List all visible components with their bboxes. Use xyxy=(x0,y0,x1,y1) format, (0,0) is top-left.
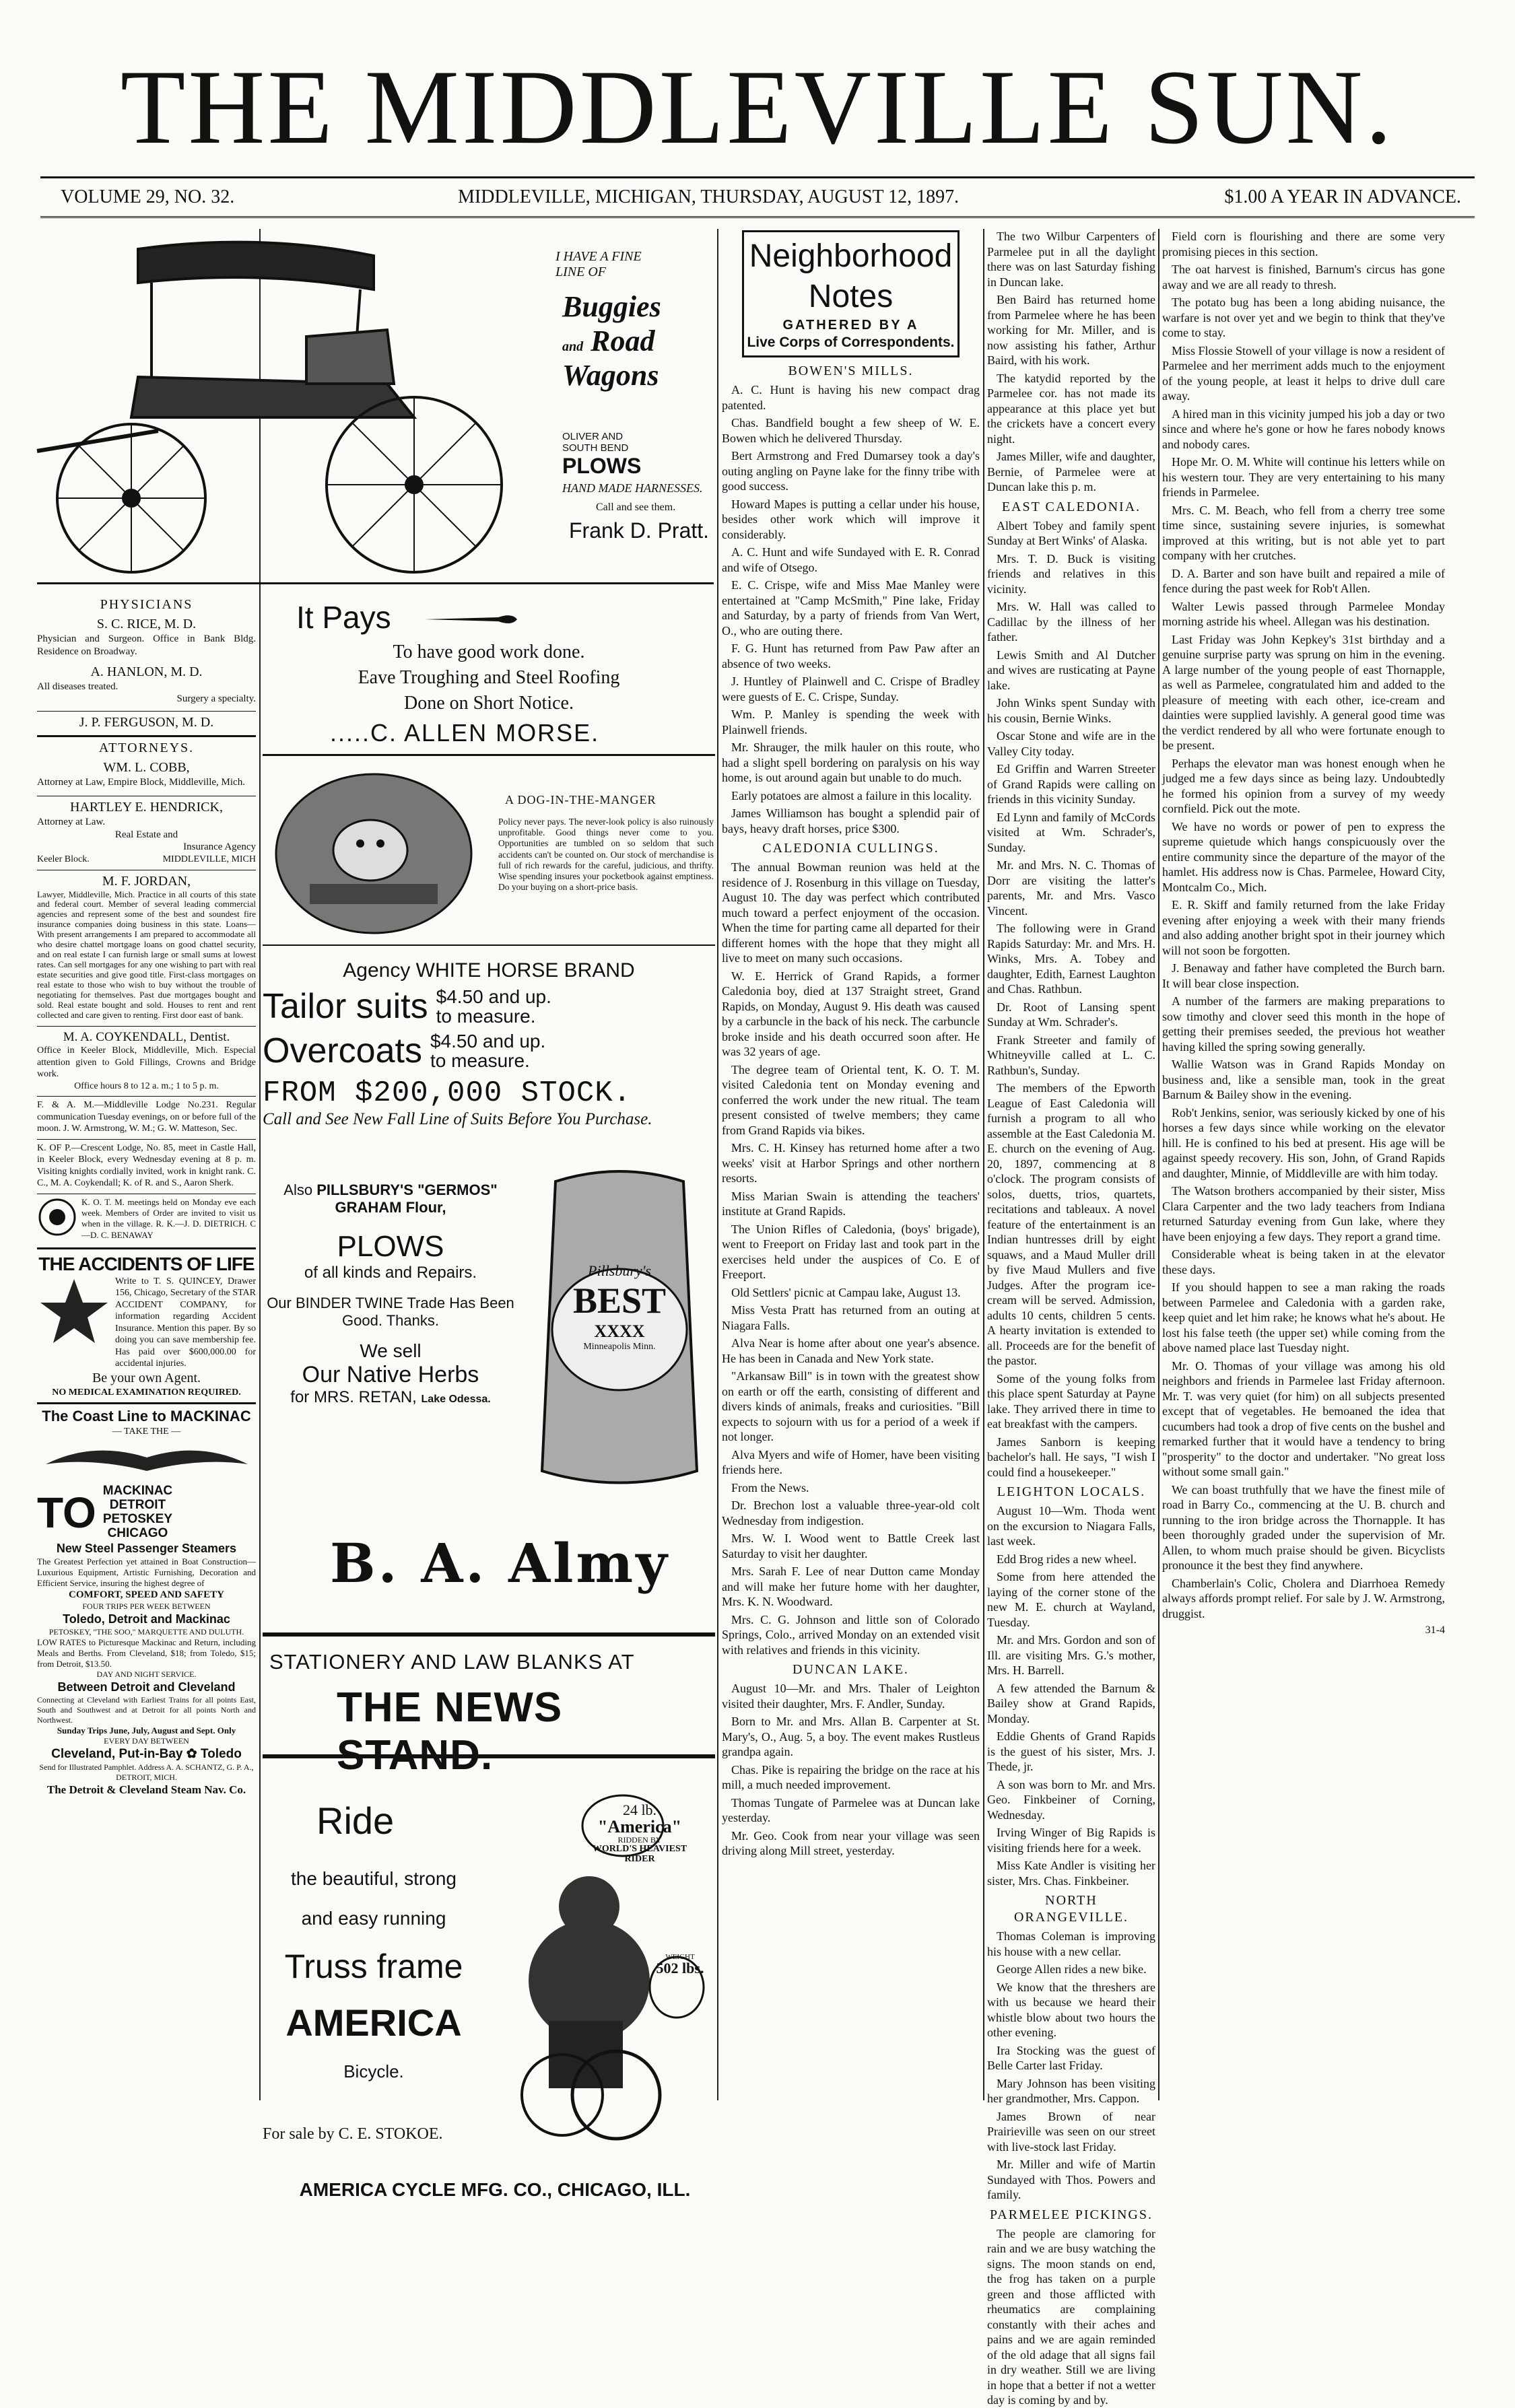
plows-heading: PLOWS xyxy=(562,454,642,478)
news-item: Mrs. W. Hall was called to Cadillac by the illness of her father. xyxy=(987,600,1155,644)
it-pays-heading: It Pays xyxy=(296,600,391,635)
news-item: Last Friday was John Kepkey's 31st birthday and a genuine surprise party was sprung on him in the evening. A large number of the young people of east Thornapple, as well as Parmelee, congratulated him and added to the pleasure of meeting with each other, ice-cream and dainties were supplied lavishly. A general good time was the verdict rendered by all who were fortunate enough to be present. xyxy=(1162,632,1445,752)
leighton-heading: LEIGHTON LOCALS. xyxy=(997,1484,1146,1499)
news-item: James Sanborn is keeping bachelor's hall. He says, "I wish I could find a housekeeper." xyxy=(987,1435,1155,1479)
caledonia-heading: CALEDONIA CULLINGS. xyxy=(762,841,939,856)
cobb-text: Attorney at Law, Empire Block, Middleville, Mich. xyxy=(37,777,245,788)
coykendall-text: Office in Keeler Block, Middleville, Mich. Especial attention given to Gold Fillings, Crowns and Bridge work. xyxy=(37,1045,256,1080)
to-word: TO xyxy=(37,1488,96,1538)
masonic-lodge-notice: F. & A. M.—Middleville Lodge No.231. Regular communication Tuesday evenings, on or before full of the moon. J. W. Armstrong, W. M.; G. W. Matteson, Sec. xyxy=(37,1096,256,1135)
flour-type: GRAHAM Flour, xyxy=(335,1199,446,1216)
news-item: Mrs. C. M. Beach, who fell from a cherry tree some time since, sustaining severe injuries, is somewhat improved at this writing, but is not able yet to part company with her crutches. xyxy=(1162,503,1445,562)
hendrick-text: Attorney at Law. xyxy=(37,816,106,827)
news-item: Alva Near is home after about one year's absence. He has been in Canada and New York state. xyxy=(722,1336,980,1365)
news-item: From the News. xyxy=(731,1480,809,1494)
news-item: Chamberlain's Colic, Cholera and Diarrhoea Remedy always affords prompt relief. For sale by J. W. Armstrong, druggist. xyxy=(1162,1576,1445,1620)
news-item: The Watson brothers accompanied by their sister, Miss Clara Carpenter and the two lady teachers from Indiana returned Saturday evening from Gun lake, where they have been enjoying a few days. They report a grand time. xyxy=(1162,1184,1445,1243)
we-sell: We sell xyxy=(360,1340,422,1361)
cleveland-line: Cleveland, Put-in-Bay ✿ Toledo xyxy=(51,1747,242,1761)
hendrick-name: HARTLEY E. HENDRICK, xyxy=(37,796,256,816)
notes-column-3 xyxy=(1162,229,1445,2107)
dest-mackinac: MACKINAC xyxy=(102,1484,173,1499)
news-item: Frank Streeter and family of Whitneyville called at L. C. Rathbun's, Sunday. xyxy=(987,1033,1155,1077)
subscription-price: $1.00 A YEAR IN ADVANCE. xyxy=(1224,186,1461,207)
badge-ridden: RIDDEN BY xyxy=(617,1835,662,1845)
news-item: The katydid reported by the Parmelee cor. has not made its appearance at this place yet but the crickets have a concert every night. xyxy=(987,371,1155,446)
dest-petoskey: PETOSKEY xyxy=(102,1512,172,1527)
news-item: Albert Tobey and family spent Sunday at Bert Winks' of Alaska. xyxy=(987,518,1155,547)
news-item: We know that the threshers are with us because we heard their whistle blow about two hours the other evening. xyxy=(987,1980,1155,2039)
news-item: Mary Johnson has been visiting her grandmother, Mrs. Cappon. xyxy=(987,2076,1155,2105)
kop-lodge-notice: K. OF P.—Crescent Lodge, No. 85, meet in Castle Hall, in Keeler Block, every Wednesday evening at 8 p. m. Visiting knights cordially invited, work in knight rank. C. C., M. A. Coykendall; K. of R. and S., Aaron Sherk. xyxy=(37,1139,256,1190)
news-item: Miss Flossie Stowell of your village is now a resident of Parmelee and her merriment adds much to the enjoyment of the young people, at least it helps to drive dull care away. xyxy=(1162,343,1445,403)
news-item: The potato bug has been a long abiding nuisance, the warfare is not over yet and we begin to think that they've come to stay. xyxy=(1162,296,1445,339)
dateline xyxy=(40,176,1475,218)
hanlon-name: A. HANLON, M. D. xyxy=(90,664,203,679)
column-rule xyxy=(1158,229,1159,2100)
wagons-heading: Wagons xyxy=(562,359,659,392)
dog-manger-illustration xyxy=(269,769,478,938)
ads-column xyxy=(263,592,715,2200)
pamphlet-line: Send for Illustrated Pamphlet. Address A. A. SCHANTZ, G. P. A., DETROIT, MICH. xyxy=(39,1762,254,1782)
badge-name: "America" xyxy=(597,1817,682,1837)
news-item: James Miller, wife and daughter, Bernie, of Parmelee were at Duncan lake this p. m. xyxy=(987,450,1155,493)
buggies-heading: Buggies xyxy=(562,290,661,323)
hendrick-text3: Insurance Agency xyxy=(183,841,256,853)
business-directory xyxy=(37,592,256,2114)
news-stand-line: THE NEWS STAND. xyxy=(337,1684,563,1779)
almy-name: B. A. Almy xyxy=(330,1532,670,1595)
coykendall-name: M. A. COYKENDALL, Dentist. xyxy=(37,1026,256,1045)
news-item: "Arkansaw Bill" is in town with the greatest show on earth or off the earth, consisting of different and divers kinds of animals, freaks and curiosities. "Bill expects to sojourn with us for a period of a week if not longer. xyxy=(722,1369,980,1444)
stationery-ad xyxy=(263,1637,715,1779)
news-item: Hope Mr. O. M. White will continue his letters while on his western tour. They are very entertaining to his many friends in Parmelee. xyxy=(1162,455,1445,499)
lake-odessa: Lake Odessa. xyxy=(421,1394,491,1405)
buggy-illustration xyxy=(37,229,542,579)
notes-column-2 xyxy=(987,229,1155,2407)
news-item: Some of the young folks from this place spent Saturday at Payne lake. They arrived there in time to eat breakfast with the campers. xyxy=(987,1371,1155,1431)
overcoats-sub: to measure. xyxy=(430,1050,530,1071)
news-item: Howard Mapes is putting a cellar under his house, besides other work which will improve it considerably. xyxy=(722,497,980,541)
between-text: Connecting at Cleveland with Earliest Trains for all points East, South and Southwest and at Detroit for all points North and Northwest. xyxy=(37,1694,256,1725)
star-emblem-icon xyxy=(37,1276,111,1350)
accidents-title: THE ACCIDENTS OF LIFE xyxy=(38,1253,255,1274)
duncan-items xyxy=(722,1681,980,1859)
dog-ad xyxy=(263,769,715,946)
news-item: Dr. Root of Lansing spent Sunday at Wm. Schrader's. xyxy=(987,1000,1155,1029)
news-item: Walter Lewis passed through Parmelee Monday morning astride his wheel. Allegan was his destination. xyxy=(1162,599,1445,628)
place-date: MIDDLEVILLE, MICHIGAN, THURSDAY, AUGUST 12, 1897. xyxy=(458,186,960,207)
plows-heading-almy: PLOWS xyxy=(337,1230,444,1263)
retan-line: for MRS. RETAN, xyxy=(290,1388,417,1406)
news-item: James Williamson has bought a splendid pair of bays, heavy draft horses, price $300. xyxy=(722,806,980,835)
steamers-line: New Steel Passenger Steamers xyxy=(56,1542,237,1555)
news-item: The two Wilbur Carpenters of Parmelee put in all the daylight there was on last Saturday fishing in Duncan lake. xyxy=(987,230,1155,289)
news-item: Chas. Bandfield bought a few sheep of W. E. Bowen which he delivered Thursday. xyxy=(722,416,980,445)
news-item: A number of the farmers are making preparations to sow timothy and clover seed this month in the hope of getting their premises seeded, the previous hot weather having killed the spring sowing generally. xyxy=(1162,994,1445,1054)
news-item: Irving Winger of Big Rapids is visiting friends here for a week. xyxy=(987,1826,1155,1855)
news-item: Miss Vesta Pratt has returned from an outing at Niagara Falls. xyxy=(722,1303,980,1332)
binder-twine-line: Our BINDER TWINE Trade Has Been Good. Thanks. xyxy=(267,1295,514,1329)
accidents-agent-line: Be your own Agent. xyxy=(92,1370,201,1385)
stationery-line1: STATIONERY AND LAW BLANKS AT xyxy=(269,1650,635,1674)
morse-line1: To have good work done. xyxy=(393,642,585,662)
divider xyxy=(37,582,714,584)
duncan-heading: DUNCAN LAKE. xyxy=(793,1662,909,1678)
harness-line: HAND MADE HARNESSES. xyxy=(562,481,703,495)
every-day-line: EVERY DAY BETWEEN xyxy=(104,1736,189,1746)
east-caledonia-items xyxy=(987,518,1155,1480)
mackinac-take: — TAKE THE — xyxy=(112,1426,181,1437)
overcoats-price: $4.50 and up. xyxy=(430,1030,546,1052)
badge-weight: 24 lb. xyxy=(622,1801,657,1818)
badge-heaviest: WORLD'S HEAVIEST RIDER xyxy=(592,1843,687,1864)
news-item: James Brown of near Prairieville was seen on our street with live-stock last Friday. xyxy=(987,2109,1155,2154)
news-item: A hired man in this vicinity jumped his job a day or two since and where he's gone or how he fares nobody knows and nobody cares. xyxy=(1162,407,1445,451)
news-item: D. A. Barter and son have built and repaired a mile of fence during the past week for Rob't Allen. xyxy=(1162,566,1445,595)
bicycle-ad xyxy=(263,1758,715,2230)
sack-brand: Pillsbury's xyxy=(588,1262,651,1279)
call-purchase-line: Call and See New Fall Line of Suits Before You Purchase. xyxy=(263,1110,652,1128)
news-item: The degree team of Oriental tent, K. O. T. M. visited Caledonia tent on Monday evening and conferred the work under the new ritual. The team present consisted of twelve members; they came from Grand Rapids via bikes. xyxy=(722,1062,980,1137)
news-item: Thomas Coleman is improving his house with a new cellar. xyxy=(987,1929,1155,1958)
news-item: F. G. Hunt has returned from Paw Paw after an absence of two weeks. xyxy=(722,642,980,670)
news-item: Mr. and Mrs. N. C. Thomas of Dorr are visiting the latter's parents, Mr. and Mrs. Vasco Vincent. xyxy=(987,858,1155,918)
news-item: E. C. Crispe, wife and Miss Mae Manley were entertained at "Camp McSmith," Pine lake, Friday and Saturday, by a party of friends from Van Wert, O., who are outing there. xyxy=(722,578,980,638)
news-item: Eddie Ghents of Grand Rapids is the guest of his sister, Mrs. J. Thede, jr. xyxy=(987,1729,1155,1773)
caledonia-items xyxy=(722,860,980,1657)
rice-name: S. C. RICE, M. D. xyxy=(96,617,197,631)
accidents-ad xyxy=(37,1247,256,1399)
route-line: Toledo, Detroit and Mackinac xyxy=(63,1612,230,1626)
dog-ad-text: Policy never pays. The never-look policy is also ruinously unprofitable. Good things never come to you. Opportunities are tumbled on so seldom that such accidents can't be counted on. Our stock of merchandise is full of rich rewards for the careful, judicious, and thrifty. Wise spending insures your pocketbook against emptiness. Do your buying on a short-price basis. xyxy=(498,817,714,893)
hanlon-specialty: Surgery a specialty. xyxy=(176,693,256,705)
dest-chicago: CHICAGO xyxy=(107,1526,168,1541)
agency-line: Agency WHITE HORSE BRAND xyxy=(343,959,635,982)
news-item: Old Settlers' picnic at Campau lake, August 13. xyxy=(731,1285,961,1299)
almy-ad xyxy=(263,959,715,1637)
news-item: Ben Baird has returned home from Parmelee where he has been working for Mr. Miller, and is now assisting his father, Arthur Baird, with his work. xyxy=(987,293,1155,367)
news-item: A. C. Hunt and wife Sundayed with E. R. Conrad and wife of Otsego. xyxy=(722,545,980,574)
news-item: The people are clamoring for rain and we are busy watching the signs. The moon stands on end, the frog has taken on a purple green and those afflicted with rheumatics are complaining constantly with their aches and pains and we are again reminded of the old adage that all signs fail in dry weather. Still we are living in hope that a better if not a wetter day is coming by and by. xyxy=(987,2226,1155,2407)
news-item: Some from here attended the laying of the corner stone of the new M. E. church at Wayland, Tuesday. xyxy=(987,1570,1155,1629)
stokoe-line: For sale by C. E. STOKOE. xyxy=(263,2125,443,2143)
trips-line: FOUR TRIPS PER WEEK BETWEEN xyxy=(82,1602,211,1611)
sunday-line: Sunday Trips June, July, August and Sept. Only xyxy=(57,1725,236,1735)
news-item: Mr. and Mrs. Gordon and son of Ill. are visiting Mrs. G.'s mother, Mrs. H. Barrell. xyxy=(987,1633,1155,1677)
news-item: John Winks spent Sunday with his cousin, Bernie Winks. xyxy=(987,696,1155,725)
rice-text: Physician and Surgeon. Office in Bank Bldg. Residence on Broadway. xyxy=(37,633,256,657)
news-item: Wallie Watson was in Grand Rapids Monday on business and, like a sensible man, took in the great Barnum & Bailey show in the evening. xyxy=(1162,1058,1445,1101)
east-caledonia-heading: EAST CALEDONIA. xyxy=(1001,499,1141,514)
morse-ad xyxy=(263,592,715,756)
duncan-continued-items xyxy=(987,229,1155,495)
bicycle-line2: and easy running xyxy=(301,1907,446,1929)
news-item: Mrs. T. D. Buck is visiting friends and relatives in this vicinity. xyxy=(987,551,1155,596)
bowens-items xyxy=(722,382,980,836)
bicycle-line1: the beautiful, strong xyxy=(291,1868,457,1889)
news-item: Edd Brog rides a new wheel. xyxy=(997,1552,1137,1566)
news-item: Wm. P. Manley is spending the week with Plainwell friends. xyxy=(722,708,980,736)
overcoats-heading: Overcoats xyxy=(263,1031,422,1070)
news-item: Rob't Jenkins, senior, was seriously kicked by one of his horses a few days since while working on the elevator hill. He is confined to his bed at present. His age will be against speedy recovery. His son, John, of Grand Rapids and daughter, Minnie, of Middleville are with him today. xyxy=(1162,1105,1445,1180)
news-item: George Allen rides a new bike. xyxy=(997,1962,1147,1976)
plows-makers: OLIVER AND SOUTH BEND xyxy=(562,431,629,454)
ferguson-name: J. P. FERGUSON, M. D. xyxy=(37,711,256,731)
truss-frame-heading: Truss frame xyxy=(284,1948,463,1985)
sack-xxxx: XXXX xyxy=(594,1321,645,1341)
also-word: Also xyxy=(283,1181,313,1198)
dog-ad-title: A DOG-IN-THE-MANGER xyxy=(505,793,656,806)
news-item: Bert Armstrong and Fred Dumarsey took a day's outing angling on Payne lake for the finny tribe with good success. xyxy=(722,449,980,493)
morse-line2: Eave Troughing and Steel Roofing xyxy=(358,666,620,688)
notes-title: Neighborhood Notes xyxy=(749,238,953,314)
newspaper-title: THE MIDDLEVILLE SUN. xyxy=(120,48,1395,166)
cycle-company: AMERICA CYCLE MFG. CO., CHICAGO, ILL. xyxy=(299,2179,691,2200)
native-herbs: Our Native Herbs xyxy=(302,1362,479,1387)
mackinac-headline: The Coast Line to MACKINAC xyxy=(42,1408,251,1425)
notes-column-1 xyxy=(722,229,980,2107)
masthead xyxy=(40,40,1475,175)
pointing-hand-icon xyxy=(424,609,518,629)
news-item: Ed Lynn and family of McCords visited at Wm. Schrader's, Sunday. xyxy=(987,810,1155,854)
news-item: Born to Mr. and Mrs. Allan B. Carpenter at St. Mary's, O., Aug. 5, a boy. The event makes Rustleus grandpa again. xyxy=(722,1715,980,1759)
news-item: Mr. Shrauger, the milk hauler on this route, who had a slight spell bordering on paralysis on his way home, is out around again but unable to do much. xyxy=(722,741,980,785)
sack-best: BEST xyxy=(572,1280,667,1321)
bowens-heading: BOWEN'S MILLS. xyxy=(788,364,914,379)
news-item: Lewis Smith and Al Dutcher and wives are rusticating at Payne lake. xyxy=(987,648,1155,692)
news-item: We have no words or power of pen to express the supreme quietude which hangs conspicuously over the entire community since the departure of the mayor of the hamlet. His address now is Chas. Parmelee, Howard City, Montcalm Co., Mich. xyxy=(1162,819,1445,894)
hendrick-town: MIDDLEVILLE, MICH xyxy=(162,854,256,864)
route-sub: PETOSKEY, "THE SOO," MARQUETTE AND DULUTH. xyxy=(48,1626,244,1637)
parmelee-items xyxy=(987,2226,1155,2408)
leighton-items xyxy=(987,1503,1155,1888)
column-rule xyxy=(983,229,984,2100)
news-item: Field corn is flourishing and there are some very promising pieces in this section. xyxy=(1162,230,1445,259)
news-item: Mrs. W. I. Wood went to Battle Creek last Saturday to visit her daughter. xyxy=(722,1532,980,1560)
parmelee-continued-items xyxy=(1162,229,1445,1621)
neighborhood-notes-header xyxy=(742,230,960,357)
buggy-intro-line1: I HAVE A FINE xyxy=(556,249,642,264)
kotm-notice: K. O. T. M. meetings held on Monday eve each week. Members of Order are invited to visit us when in the village. R. K.—J. D. DIETRICH. C—D. C. BENAWAY xyxy=(81,1196,256,1240)
news-item: Perhaps the elevator man was honest enough when he judged me a few days since as being lazy. Undoubtedly he formed his opinion from a survey of my weedy cornfield. Pick out the mote. xyxy=(1162,756,1445,815)
accidents-text: Write to T. S. QUINCEY, Drawer 156, Chicago, Secretary of the STAR ACCIDENT COMPANY, for information regarding Accident Insurance. Mention this paper. By so doing you can save membership fee. Has paid over $600,000.00 for accidental injuries. xyxy=(115,1276,256,1369)
north-orangeville-heading: NORTH ORANGEVILLE. xyxy=(1013,1893,1129,1925)
parmelee-heading: PARMELEE PICKINGS. xyxy=(990,2207,1153,2222)
eagle-emblem-icon xyxy=(39,1437,255,1484)
navigation-company: The Detroit & Cleveland Steam Nav. Co. xyxy=(46,1783,246,1796)
america-heading: AMERICA xyxy=(285,2001,462,2044)
ad-code: 31-4 xyxy=(1425,1624,1445,1636)
accidents-footer: NO MEDICAL EXAMINATION REQUIRED. xyxy=(52,1387,241,1398)
news-item: A few attended the Barnum & Bailey show at Grand Rapids, Monday. xyxy=(987,1681,1155,1725)
badge-weight-value: 502 lbs. xyxy=(656,1960,704,1976)
flour-brand: PILLSBURY'S "GERMOS" xyxy=(316,1181,498,1198)
news-item: E. R. Skiff and family returned from the lake Friday evening after enjoying a week with their many friends and also adding another bright spot in their journey which will not soon be forgotten. xyxy=(1162,898,1445,957)
comfort-line: COMFORT, SPEED AND SAFETY xyxy=(69,1589,224,1601)
news-item: Early potatoes are almost a failure in this locality. xyxy=(731,788,972,802)
news-item: August 10—Wm. Thoda went on the excursion to Niagara Falls, last week. xyxy=(987,1504,1155,1548)
morse-line3: Done on Short Notice. xyxy=(404,692,574,714)
morse-name: .....C. ALLEN MORSE. xyxy=(330,719,600,747)
tailor-sub: to measure. xyxy=(436,1006,536,1027)
news-item: Miss Kate Andler is visiting her sister, Mrs. Chas. Finkbeiner. xyxy=(987,1859,1155,1888)
bicycle-word: Bicycle. xyxy=(343,2061,404,2082)
news-item: August 10—Mr. and Mrs. Thaler of Leighton visited their daughter, Mrs. F. Andler, Sunday. xyxy=(722,1682,980,1711)
column-rule xyxy=(717,229,718,2100)
news-item: Thomas Tungate of Parmelee was at Duncan lake yesterday. xyxy=(722,1795,980,1825)
jordan-name: M. F. JORDAN, xyxy=(37,870,256,890)
news-item: Considerable wheat is being taken in at the elevator these days. xyxy=(1162,1247,1445,1276)
hendrick-block: Keeler Block. xyxy=(37,854,90,864)
road-heading: Road xyxy=(591,324,655,357)
news-item: Mr. O. Thomas of your village was among his old neighbors and friends in Parmelee last Friday afternoon. Mr. T. was very quiet (for him) on all subjects presented except that of vegetables. He bemoaned the idea that cucumbers had took a drop of five cents on the bushel and remarked further that it would have a tendency to bring "prosperity" to the doctor and undertaker. "No great loss without some small gain." xyxy=(1162,1358,1445,1478)
news-item: J. Huntley of Plainwell and C. Crispe of Bradley were guests of E. C. Crispe, Sunday. xyxy=(722,675,980,703)
buggy-intro-line2: LINE OF xyxy=(556,265,606,279)
between-line: Between Detroit and Cleveland xyxy=(57,1680,236,1694)
news-item: Ed Griffin and Warren Streeter of Grand Rapids were calling on friends in this vicinity Sunday. xyxy=(987,762,1155,806)
news-item: The following were in Grand Rapids Saturday: Mr. and Mrs. H. Winks, Mrs. A. Tobey and daughter, Edith, Earnest Laughton and Chas. Rathbun. xyxy=(987,922,1155,996)
stock-line: FROM $200,000 STOCK. xyxy=(263,1076,632,1110)
cobb-name: WM. L. COBB, xyxy=(103,760,190,775)
news-item: If you should happen to see a man raking the roads between Parmelee and Caledonia with a garden rake, keep quiet and let him rake; he knows what he's about. He lost his false teeth (the upper set) while coming from the above named place last Tuesday night. xyxy=(1162,1280,1445,1354)
news-item: Miss Marian Swain is attending the teachers' institute at Grand Rapids. xyxy=(722,1189,980,1218)
news-item: Oscar Stone and wife are in the Valley City today. xyxy=(987,729,1155,758)
news-item: Mrs. Sarah F. Lee of near Dutton came Monday and will make her future home with her daughter, Mrs. K. N. Woodward. xyxy=(722,1564,980,1609)
news-item: J. Benaway and father have completed the Burch barn. It will bear close inspection. xyxy=(1162,961,1445,990)
tailor-price: $4.50 and up. xyxy=(436,986,551,1007)
jordan-text: Lawyer, Middleville, Mich. Practice in all courts of this state and federal court. Member of several leading commercial agencies and represent some of the best and soundest fire insurance companies doing business in this state. Loans—With present arrangements I am prepared to accommodate all who desire chattel mortgage loans on good chattel security, and on real estate I can furnish large or small sums at lowest rates. Can sell mortgages for any one wishing to part with real estate securities and give good title. First-class mortgages on real estate to those who wish to buy without the trouble of negotiating for themselves. Past due mortgages bought and sold. Real estate bought and sold. Houses to rent and rent collected and care given to renting. First door east of bank. xyxy=(37,889,256,1020)
news-item: Mr. Geo. Cook from near your village was seen driving along Mill street, yesterday. xyxy=(722,1828,980,1858)
sack-city: Minneapolis Minn. xyxy=(583,1342,656,1352)
rates-text: LOW RATES to Picturesque Mackinac and Return, including Meals and Berths. From Cleveland, $18; from Toledo, $15; from Detroit, $13.50. xyxy=(37,1637,256,1669)
tailor-suits-heading: Tailor suits xyxy=(263,987,428,1026)
news-item: Ira Stocking was the guest of Belle Carter last Friday. xyxy=(987,2043,1155,2072)
physicians-heading: PHYSICIANS xyxy=(100,597,193,612)
buggy-dealer-name: Frank D. Pratt. xyxy=(569,518,710,543)
hanlon-text: All diseases treated. xyxy=(37,681,119,692)
north-orangeville-items xyxy=(987,1929,1155,2203)
day-night-line: DAY AND NIGHT SERVICE. xyxy=(96,1670,197,1680)
coykendall-hours: Office hours 8 to 12 a. m.; 1 to 5 p. m. xyxy=(74,1080,219,1091)
plows-sub: of all kinds and Repairs. xyxy=(304,1264,477,1282)
news-item: W. E. Herrick of Grand Rapids, a former Caledonia boy, died at 137 Straight street, Grand Rapids, on Monday, August 9. His death was caused by a carbuncle in the back of his neck. The carbuncle broke inside and his death occurred soon after. He was 32 years of age. xyxy=(722,969,980,1059)
dest-detroit: DETROIT xyxy=(109,1498,166,1513)
news-item: The Union Rifles of Caledonia, (boys' brigade), went to Freeport on Friday last and took part in the exercises held under the auspices of Co. E of Freeport. xyxy=(722,1222,980,1282)
ride-heading: Ride xyxy=(316,1799,395,1842)
notes-sub1: GATHERED BY A xyxy=(782,318,919,333)
news-item: Mrs. C. H. Kinsey has returned home after a two weeks' visit at Harbor Springs and other northern resorts. xyxy=(722,1141,980,1185)
news-item: The annual Bowman reunion was held at the residence of J. Rosenburg in this village on Tuesday, August 10. The day was perfect which contributed much toward a perfect enjoyment of the occasion. When the time for parting came all departed for their different homes with the hope that they might all live to meet on many such occasions. xyxy=(722,860,980,965)
news-item: Mr. Miller and wife of Martin Sundayed with Thos. Powers and family. xyxy=(987,2158,1155,2201)
notes-sub2: Live Corps of Correspondents. xyxy=(747,335,955,350)
attorneys-heading: ATTORNEYS. xyxy=(37,735,256,757)
news-item: Chas. Pike is repairing the bridge on the race at his mill, a much needed improvement. xyxy=(722,1762,980,1792)
steamers-text: The Greatest Perfection yet attained in Boat Construction—Luxurious Equipment, Artistic Furnishing, Decoration and Efficient Service, insuring the highest degree of xyxy=(37,1556,256,1588)
hendrick-text2: Real Estate and xyxy=(114,829,178,840)
news-item: Dr. Brechon lost a valuable three-year-old colt Wednesday from indigestion. xyxy=(722,1499,980,1527)
news-item: We can boast truthfully that we have the finest mile of road in Barry Co., commencing at the U. B. church and running to the iron bridge across the Thornapple. It has been thoroughly graded under the supervision of Mr. Allen, to whom much praise should be given. Bicyclists pronounce it the best they find anywhere. xyxy=(1162,1482,1445,1572)
news-item: A son was born to Mr. and Mrs. Geo. Finkbeiner of Corning, Wednesday. xyxy=(987,1777,1155,1822)
news-item: The members of the Epworth League of East Caledonia will furnish a program to all who assemble at the East Caledonia M. E. church on the evening of Aug. 20, 1897, commencing at 8 o'clock. The program consists of solos, duetts, trios, quartets, recitations and tableaux. A novel feature of the entertainment is an Indian huntresses drill by eight squaws, and a Maud Muller drill by five Maud Mullers and five Judges. After the program ice-cream will be served. Admission, adults 10 cents, children 5 cents. A hearty invitation is extended to all. Proceeds are for the benefit of the pastor. xyxy=(987,1081,1155,1367)
news-item: Mrs. C. G. Johnson and little son of Colorado Springs, Colo., arrived Monday on an extended visit with relatives and friends in this vicinity. xyxy=(722,1612,980,1657)
news-item: A. C. Hunt is having his new compact drag patented. xyxy=(722,383,980,412)
maccabees-emblem-icon xyxy=(37,1197,77,1237)
mackinac-ad xyxy=(37,1402,256,1797)
news-item: The oat harvest is finished, Barnum's circus has gone away and we are all ready to thresh. xyxy=(1162,263,1445,291)
news-item: Alva Myers and wife of Homer, have been visiting friends here. xyxy=(722,1447,980,1477)
badge-weight-label: WEIGHT xyxy=(665,1953,695,1961)
buggy-ad xyxy=(37,229,714,586)
volume-number: VOLUME 29, NO. 32. xyxy=(61,186,235,207)
call-line: Call and see them. xyxy=(596,502,676,513)
and-word: and xyxy=(562,339,584,354)
